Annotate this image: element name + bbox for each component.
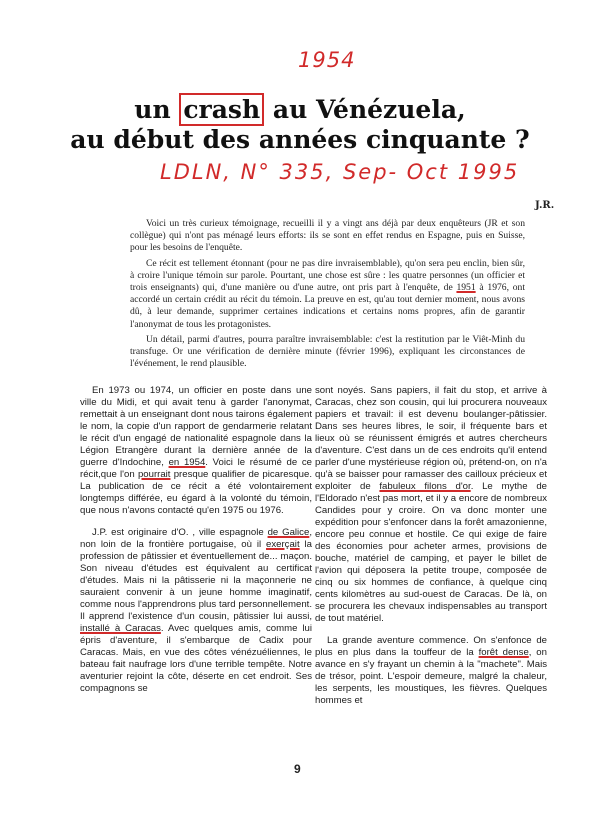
left-exercait-highlight: exerçait [266, 539, 300, 550]
body-column-left [80, 385, 312, 705]
right-paragraph-1 [315, 385, 547, 625]
title-pre: un [134, 95, 180, 124]
left-p2-text-c: la profession de pâtissier et éventuellement de... maçon. Son niveau d'études est équivalent au certificat d'études. Mais ni la pâtisserie ni la maçonnerie ne sauraient convenir à un jeune homme imaginatif, comme nous l'apprendrons plus tard personnellement. Il apprend l'existence d'un cousin, pâtissier lui aussi, [80, 539, 312, 622]
handwritten-reference-annotation: LDLN, N° 335, Sep- Oct 1995 [160, 160, 520, 184]
left-p2-text-b: , non loin de la frontière portugaise, où il [80, 527, 312, 550]
article-intro [130, 218, 525, 373]
handwritten-year-annotation: 1954 [298, 48, 356, 72]
intro-paragraph-2 [130, 258, 525, 331]
body-column-right [315, 385, 547, 717]
title-crash-highlight: crash [179, 93, 264, 126]
left-paragraph-2 [80, 527, 312, 695]
intro-p2-text-a: Ce récit est tellement étonnant (pour ne pas dire invraisemblable), qu'on sera peu enclin, bien sûr, à croire l'unique témoin sur parole. Pourtant, une chose est sûre : les quatre personnes (un officier et trois enseignants) qui, d'une manière ou d'une autre, ont pris part à l'enquête, de [130, 257, 525, 294]
right-filons-highlight: fabuleux filons d'or [379, 481, 471, 492]
article-title-line-1 [0, 95, 600, 124]
left-p1-text-a: En 1973 ou 1974, un officier en poste dans une ville du Midi, et qui avait tenu à garder l'anonymat, remettait à un enseignant dont nous tairons également le nom, la copie d'un rapport de gendarmerie relatant le récit d'un engagé de nationalité espagnole dans la Légion Etrangère durant la dernière année de la guerre d'Indochine, [80, 385, 313, 468]
left-caracas-highlight: installé à Caracas [80, 623, 161, 634]
left-pourrait-highlight: pourrait [137, 469, 171, 480]
right-p2-text-b: , on avance en s'y frayant un chemin à la "machete". Mais de trésor, point. L'espoir demeure, malgré la chaleur, les serpents, les moustiques, les fièvres. Quelques hommes et [315, 647, 547, 706]
left-paragraph-1 [80, 385, 312, 517]
author-initials: J.R. [535, 200, 555, 211]
right-p1-text-a: sont noyés. Sans papiers, il fait du stop, et arrive à Caracas, chez son cousin, qui lui procurera nouveaux papiers et travail: il est devenu boulanger-pâtissier. Dans ses heures libres, le soir, il fréquente bars et lieux où se réunissent émigrés et autres chercheurs d'aventure. C'est dans un de ces endroits qu'il entend parler d'une mystérieuse région où, prétend-on, on n'a qu'à se baisser pour ramasser des cailloux précieux et exploiter de [315, 385, 547, 492]
right-p1-text-b: . Le mythe de l'Eldorado n'est pas mort, et il y a encore de nombreux Candides pour y croire. On va donc monter une expédition pour s'enfoncer dans la forêt amazonienne, encore peu connue et hostile. Ce qui exige de faire des économies pour acheter armes, provisions de bouche, matériel de camping, et payer le billet de l'avion qui déposera la petite troupe, composée de cinq ou six hommes de confiance, à quelque cinq cents kilomètres au sud-ouest de Caracas. De là, on se procurera les chevaux indispensables au transport de tout matériel. [315, 481, 547, 624]
intro-paragraph-3: Un détail, parmi d'autres, pourra paraître invraisemblable: c'est la restitution par le Viêt-Minh du transfuge. Or une vérification de dernière minute (février 1996), expliquant les circonstances de l'événement, le rend plausible. [130, 333, 525, 370]
left-p1-text-b: . Voici le résumé de ce récit,que l'on [80, 457, 312, 480]
article-title-line-2: au début des années cinquante ? [70, 125, 530, 154]
right-p2-text-a: La grande aventure commence. On s'enfonce de plus en plus dans la touffeur de la [315, 635, 547, 658]
title-post: au Vénézuela, [264, 95, 466, 124]
intro-p2-text-b: à 1976, ont accordé un certain crédit au récit du témoin. La preuve en est, qu'au tout dernier moment, nous avons dû, à leur demande, supprimer certaines indications et certains noms propres, afin de garantir l'anonymat de tous les protagonistes. [130, 282, 525, 330]
right-foret-highlight: forêt dense [478, 647, 529, 658]
left-p1-text-c: presque qualifier de picaresque. La publication de ce récit a été volontairement longtemps différée, eu égard à la volonté du témoin, que nous n'avons contacté qu'en 1975 ou 1976. [80, 469, 313, 516]
intro-paragraph-1: Voici un très curieux témoignage, recueilli il y a vingt ans déjà par deux enquêteurs (JR et son collègue) qui n'ont pas ménagé leurs efforts: ils se sont en effet rendus en Espagne, puis en Suisse, pour les besoins de l'enquête. [130, 218, 525, 254]
left-p2-text-d: . Avec quelques amis, comme lui épris d'aventure, il s'embarque de Cadix pour Caracas. Mais, en vue des côtes vénézuéliennes, le bateau fait naufrage lors d'une terrible tempête. Notre aventurier rejoint la côte, déserte en cet endroit. Ses compagnons se [80, 623, 312, 694]
page-number: 9 [294, 762, 301, 776]
left-p2-text-a: J.P. est originaire d'O. , ville espagnole [92, 527, 268, 538]
left-year-highlight: en 1954 [168, 457, 206, 468]
intro-year-highlight: 1951 [456, 282, 476, 294]
right-paragraph-2 [315, 635, 547, 707]
left-galice-highlight: de Galice [267, 527, 310, 538]
